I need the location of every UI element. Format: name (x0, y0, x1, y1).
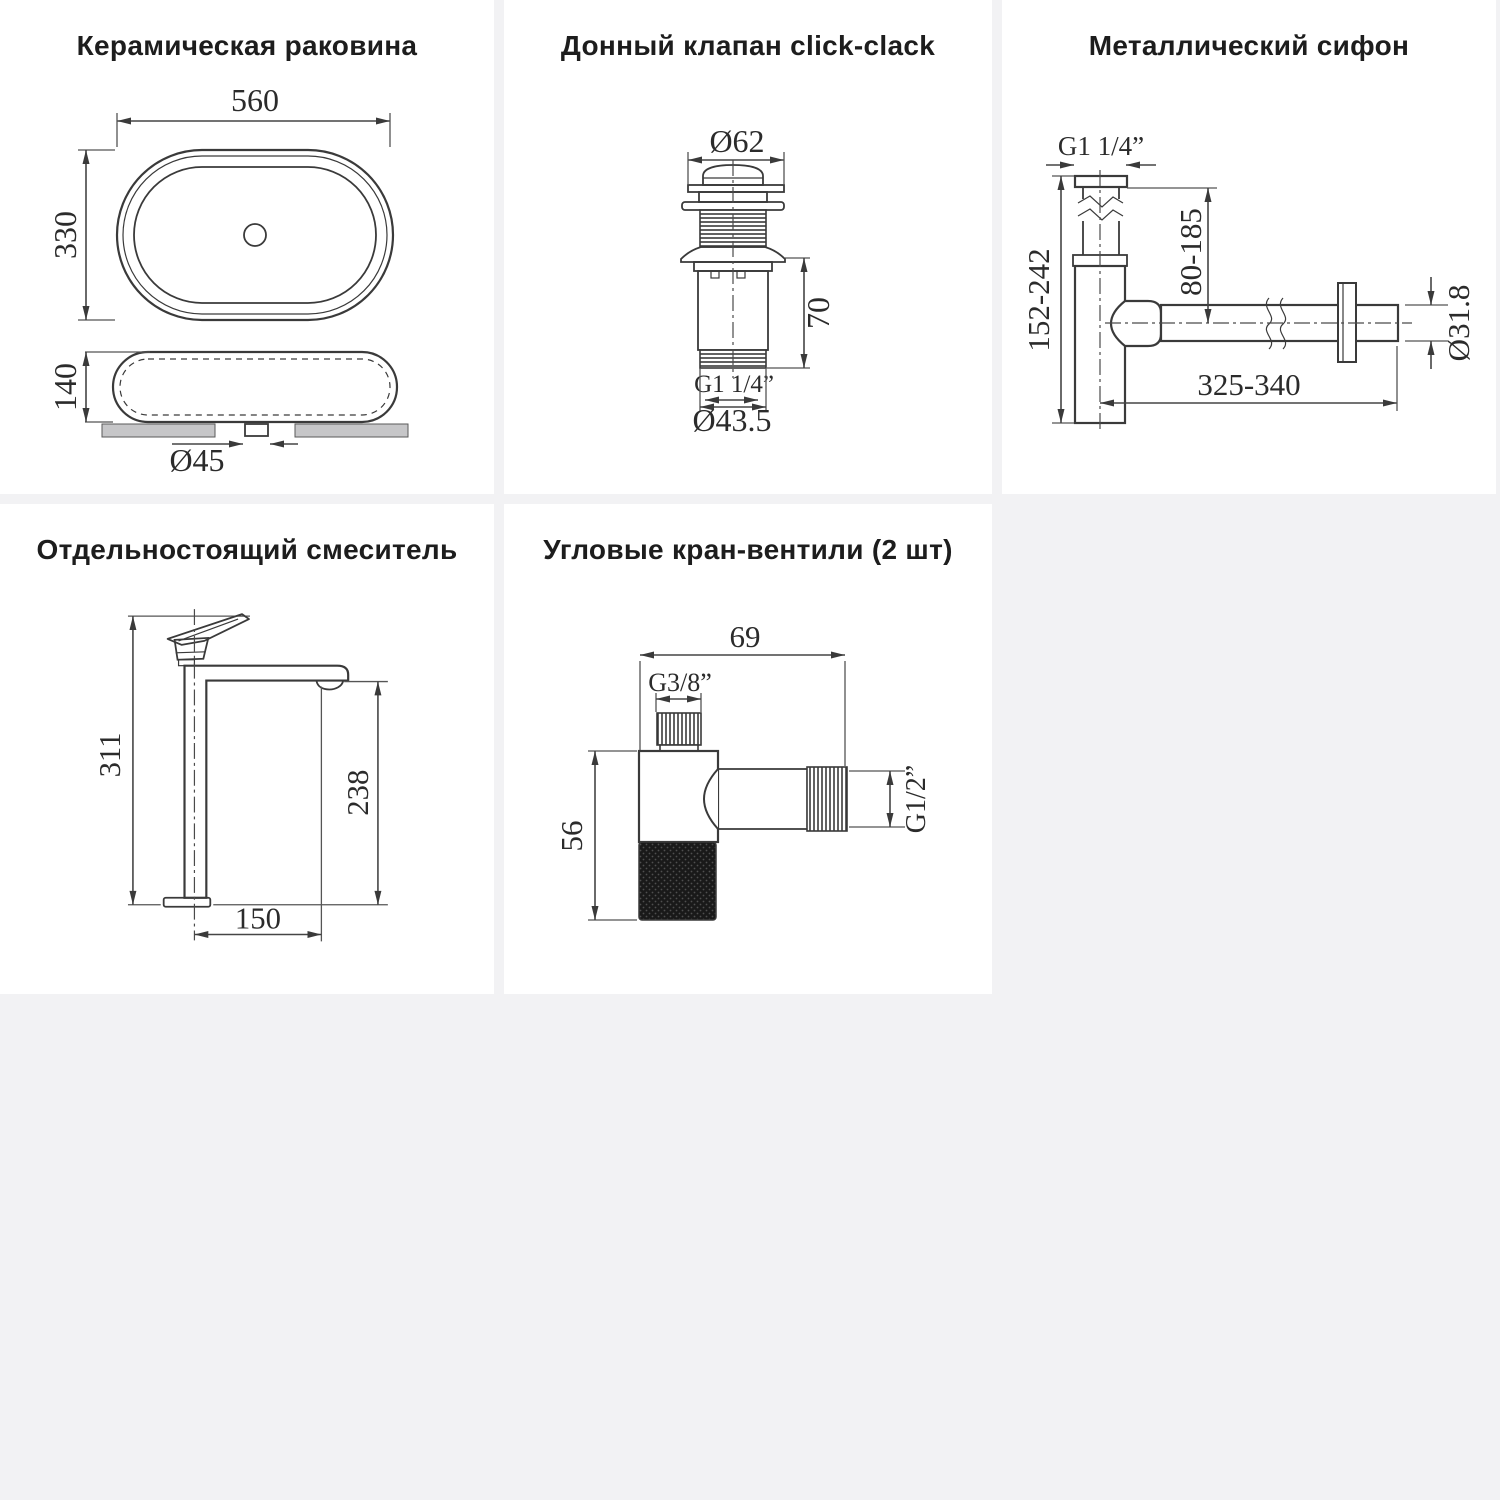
panel-freestanding-mixer (0, 504, 494, 994)
sink-top-view (117, 150, 393, 320)
outlet-thread (807, 767, 847, 831)
valve-body (639, 713, 847, 920)
click-clack-drawing (504, 0, 992, 494)
dim-body-height-label: 70 (800, 297, 836, 329)
aerator (316, 681, 343, 690)
drain-stub (245, 424, 268, 436)
knurled-handle (639, 842, 716, 920)
mixer-body (164, 609, 348, 940)
sink-side-view (102, 352, 408, 437)
mounting-pad-right (295, 424, 408, 437)
dim-inlet-thread-label: G1 1/4” (1057, 131, 1145, 161)
panel-title: Донный клапан click-clack (560, 30, 936, 61)
siphon-drawing (1002, 0, 1496, 494)
spout-and-column (185, 666, 349, 898)
panel-title: Керамическая раковина (76, 30, 418, 61)
dim-depth (47, 150, 115, 320)
dim-outlet-thread (849, 765, 932, 833)
drain-hole (244, 224, 266, 246)
dim-drain-label: Ø45 (169, 442, 225, 478)
mounting-pad-left (102, 424, 215, 437)
panel-title: Металлический сифон (1088, 30, 1410, 61)
dim-height-range (1021, 176, 1074, 423)
dim-inlet-thread (1046, 131, 1156, 165)
valve-body (681, 160, 785, 378)
dim-inlet-drop-label: 80-185 (1173, 208, 1208, 296)
dim-total-height (93, 616, 250, 905)
dim-spout-height (213, 682, 388, 905)
panel-metal-siphon (1002, 0, 1496, 494)
dim-thread-label: G1 1/4” (694, 371, 774, 398)
panel-click-clack-valve (504, 0, 992, 494)
dim-drain (169, 442, 298, 478)
inlet-thread (657, 713, 701, 745)
panel-title: Угловые кран-вентили (2 шт) (543, 534, 953, 565)
dim-length-range-label: 325-340 (1197, 367, 1301, 402)
base-plate (164, 898, 211, 907)
panel-corner-valves (504, 504, 992, 994)
dim-spout-reach (194, 687, 321, 942)
dim-depth-label: 330 (47, 211, 83, 259)
panel-title: Отдельностоящий смеситель (36, 534, 458, 565)
dim-height-range-label: 152-242 (1021, 248, 1056, 352)
dim-outlet-thread-label: G1/2” (901, 764, 932, 834)
dim-pipe-diameter (1405, 277, 1476, 369)
corner-valve-drawing (504, 504, 992, 994)
dim-total-height-label: 311 (93, 732, 128, 778)
dim-body-height (767, 258, 836, 368)
sink-drawing (0, 0, 494, 494)
dim-thread-diameter-label: Ø43.5 (692, 402, 772, 438)
dim-spout-reach-label: 150 (234, 901, 281, 936)
dim-width (117, 82, 390, 147)
dim-cap-label: Ø62 (709, 123, 765, 159)
dim-spout-height-label: 238 (341, 769, 376, 816)
dim-pipe-diameter-label: Ø31.8 (1441, 284, 1476, 362)
dim-height-label: 56 (554, 820, 589, 852)
dim-height (554, 751, 637, 920)
panel-ceramic-sink (0, 0, 494, 494)
dim-width-label: 560 (231, 82, 279, 118)
dim-length-label: 69 (729, 619, 761, 654)
dim-inlet-thread (648, 668, 712, 712)
dim-thread (694, 371, 774, 400)
mixer-drawing (0, 504, 494, 994)
dim-inlet-thread-label: G3/8” (648, 668, 712, 697)
inlet-flange (1075, 176, 1127, 187)
dim-height-label: 140 (47, 363, 83, 411)
